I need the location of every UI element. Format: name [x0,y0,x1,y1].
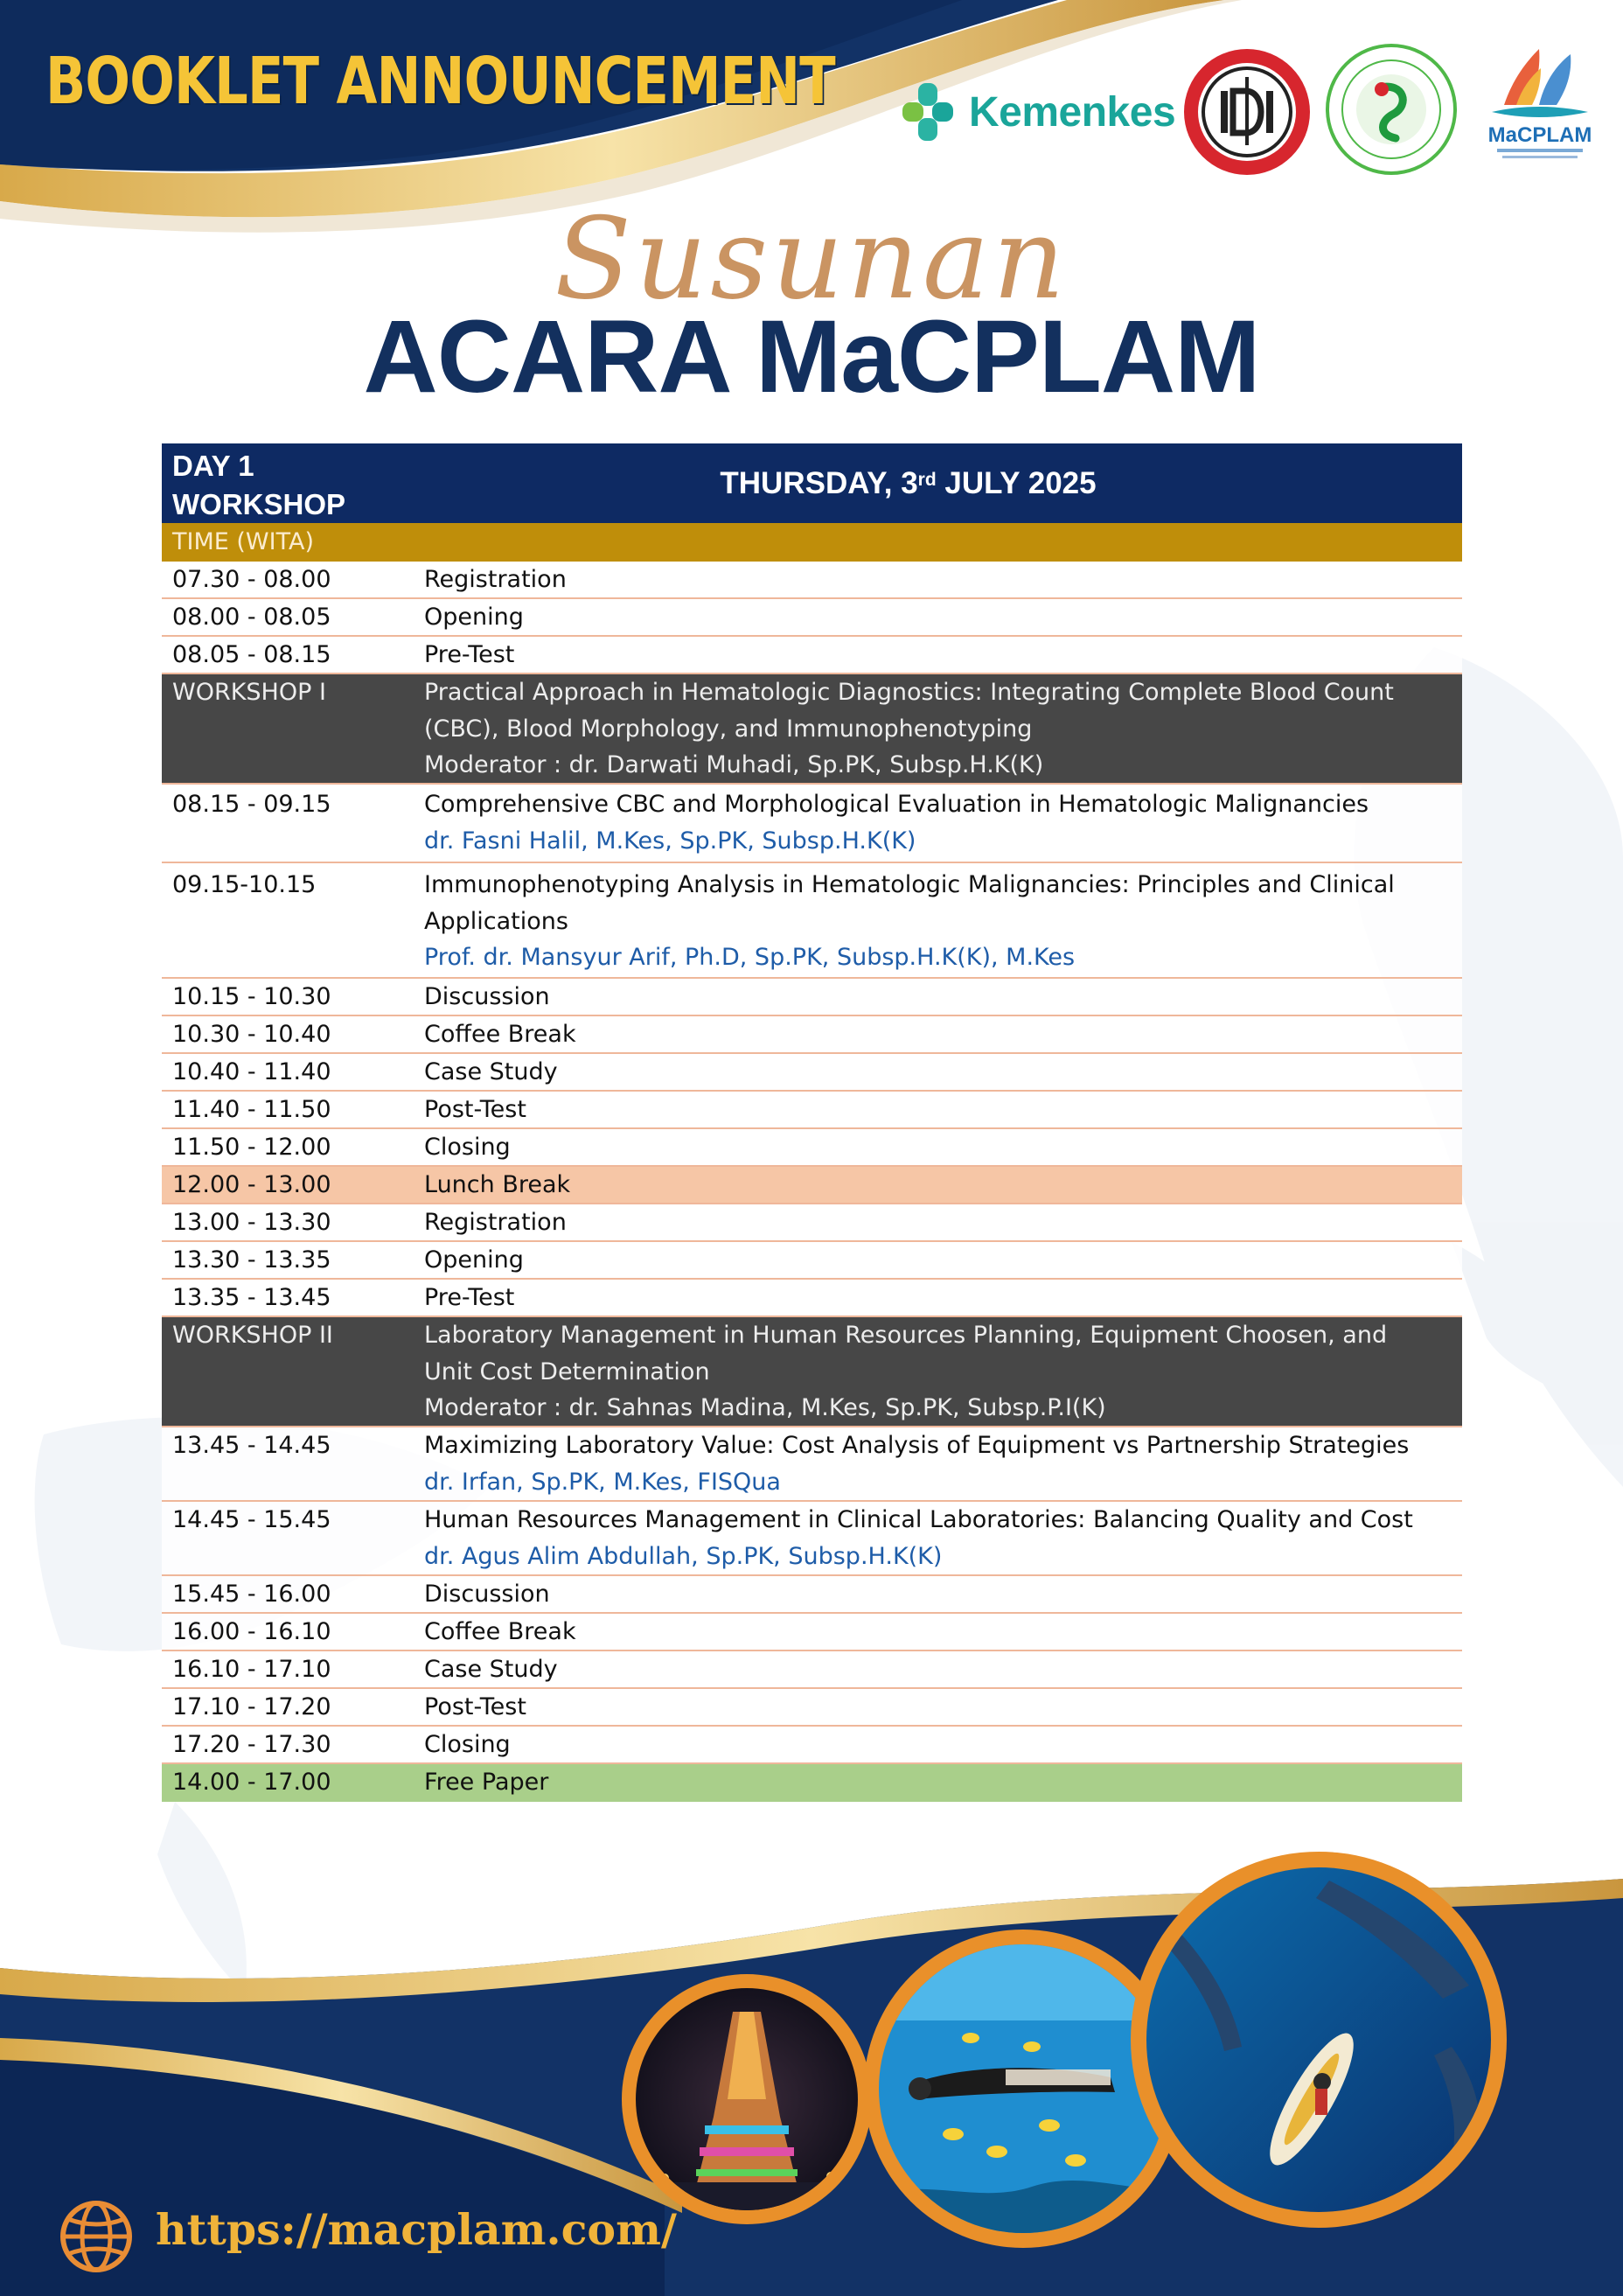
row-description: Post-Test [424,1693,526,1720]
globe-icon [63,2203,129,2270]
snorkeling-photo [864,1930,1182,2248]
row-description: Opening [424,604,524,631]
session-title: Applications [424,907,568,935]
session-speaker: dr. Agus Alim Abdullah, Sp.PK, Subsp.H.K(K) [424,1542,943,1570]
row-time: 08.00 - 08.05 [172,604,331,631]
row-time: 16.00 - 16.10 [172,1618,331,1645]
session-speaker: Prof. dr. Mansyur Arif, Ph.D, Sp.PK, Subsp.H.K(K), M.Kes [424,944,1076,971]
tower-night-photo [622,1974,872,2224]
session-speaker: dr. Fasni Halil, M.Kes, Sp.PK, Subsp.H.K(K) [424,827,916,855]
day-number: DAY 1 [172,450,254,482]
row-time: 14.45 - 15.45 [172,1506,331,1533]
session-title: Maximizing Laboratory Value: Cost Analysis of Equipment vs Partnership Strategies [424,1432,1410,1459]
session-speaker: dr. Irfan, Sp.PK, M.Kes, FISQua [424,1468,781,1496]
row-time: 09.15-10.15 [172,871,317,898]
row-description: Closing [424,1731,511,1758]
macplam-logo-text: MaCPLAM [1487,123,1592,147]
row-time: 13.35 - 13.45 [172,1284,331,1311]
row-description: Pre-Test [424,641,515,668]
workshop-title-line: (CBC), Blood Morphology, and Immunophenotyping [424,715,1033,743]
whale-shark-paddleboard-photo [1131,1852,1507,2228]
row-time: 12.00 - 13.00 [172,1171,331,1198]
acara-macplam-title: ACARA MaCPLAM [363,299,1260,415]
row-description: Coffee Break [424,1021,576,1048]
row-time: 13.45 - 14.45 [172,1432,331,1459]
row-description: Registration [424,566,567,593]
row-time: 15.45 - 16.00 [172,1581,331,1608]
row-time: 08.05 - 08.15 [172,641,331,668]
row-time: 08.15 - 09.15 [172,791,331,818]
row-description: Opening [424,1246,524,1274]
row-time: 17.10 - 17.20 [172,1693,331,1720]
workshop-label: WORKSHOP II [172,1322,333,1349]
row-time: 11.40 - 11.50 [172,1096,331,1123]
date-prefix: THURSDAY, 3 [720,465,918,500]
session-title: Comprehensive CBC and Morphological Evaluation in Hematologic Malignancies [424,791,1369,818]
website-link[interactable]: https://macplam.com/ [156,2204,677,2255]
time-column-header: TIME (WITA) [162,523,1462,562]
row-description: Post-Test [424,1096,526,1123]
row-time: 10.40 - 11.40 [172,1058,331,1085]
workshop-title-line: Practical Approach in Hematologic Diagnostics: Integrating Complete Blood Count [424,679,1394,706]
workshop-label: WORKSHOP I [172,679,326,706]
workshop-title-line: Unit Cost Determination [424,1357,710,1385]
day-type: WORKSHOP [172,488,345,520]
row-time: 13.00 - 13.30 [172,1209,331,1236]
row-description: Registration [424,1209,567,1236]
workshop-title-line: Laboratory Management in Human Resources Planning, Equipment Choosen, and [424,1322,1388,1349]
row-time: 13.30 - 13.35 [172,1246,331,1274]
date-ordinal: rd [917,469,937,490]
row-description: Lunch Break [424,1171,571,1198]
row-time: 07.30 - 08.00 [172,566,331,593]
row-description: Pre-Test [424,1284,515,1311]
row-description: Closing [424,1134,511,1161]
row-description: Case Study [424,1656,558,1683]
row-description: Discussion [424,1581,550,1608]
susunan-script-title: Susunan [554,194,1069,325]
row-time: 10.15 - 10.30 [172,983,331,1010]
row-time: 11.50 - 12.00 [172,1134,331,1161]
session-title: Human Resources Management in Clinical Laboratories: Balancing Quality and Cost [424,1506,1413,1533]
booklet-announcement-title: BOOKLET ANNOUNCEMENT [45,44,835,119]
date-suffix: JULY 2025 [936,465,1097,500]
row-time: 17.20 - 17.30 [172,1731,331,1758]
row-time: 16.10 - 17.10 [172,1656,331,1683]
kemenkes-logo-text: Kemenkes [969,88,1176,136]
row-description: Case Study [424,1058,558,1085]
workshop-moderator: Moderator : dr. Darwati Muhadi, Sp.PK, Subsp.H.K(K) [424,751,1044,778]
row-time: 10.30 - 10.40 [172,1021,331,1048]
row-time: 14.00 - 17.00 [172,1769,331,1796]
row-description: Free Paper [424,1769,549,1796]
row-description: Discussion [424,983,550,1010]
row-description: Coffee Break [424,1618,576,1645]
session-title: Immunophenotyping Analysis in Hematologic Malignancies: Principles and Clinical [424,871,1395,898]
workshop-moderator: Moderator : dr. Sahnas Madina, M.Kes, Sp.PK, Subsp.P.I(K) [424,1394,1106,1421]
